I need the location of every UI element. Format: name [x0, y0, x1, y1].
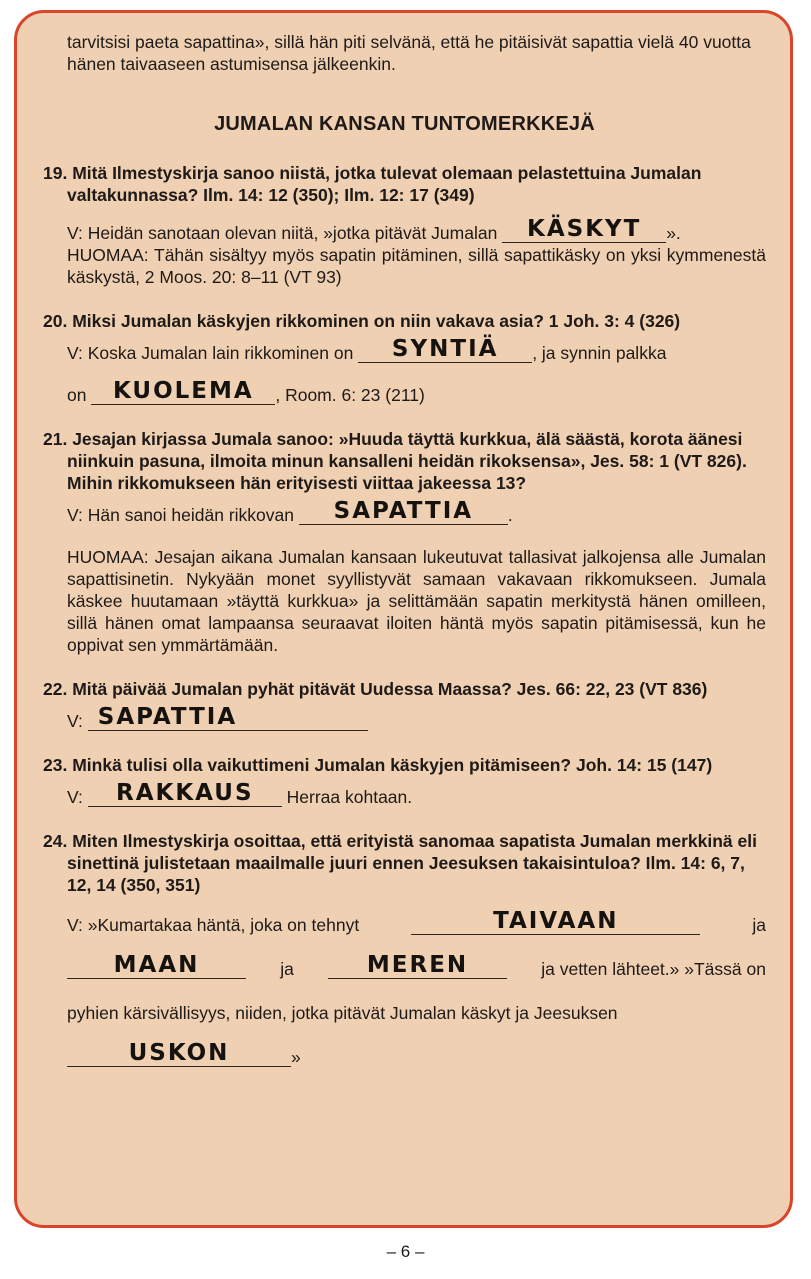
answer-blank[interactable]: [91, 378, 275, 405]
question-body: Miten Ilmestyskirja osoittaa, että erityistä sanomaa sapatista Jumalan merkkinä eli sinettinä julistetaan maailmalle juuri ennen Jeesuksen takaisintuloa? Ilm. 14: 6, 7, 12, 14 (350, 351): [67, 831, 757, 895]
answer-line: [67, 216, 766, 244]
question-body: Mitä Ilmestyskirja sanoo niistä, jotka tulevat olemaan pelastettuina Jumalan valtakunnassa? Ilm. 14: 12 (350); Ilm. 12: 17 (349): [67, 163, 702, 205]
answer-prefix: V:: [67, 787, 83, 807]
question-number: 24.: [43, 831, 68, 851]
handwritten-answer: RAKKAUS: [116, 780, 254, 806]
answer-suffix: , Room. 6: 23 (211): [275, 385, 425, 405]
question-text: [43, 754, 766, 776]
answer-line: [67, 780, 766, 808]
handwritten-answer: SYNTIÄ: [391, 336, 499, 362]
question-19: [43, 162, 766, 288]
intro-text: tarvitsisi paeta sapattina», sillä hän piti selvänä, että he pitäisivät sapattia vielä 40 vuotta hänen taivaaseen astumisensa jälkeenkin.: [67, 32, 751, 74]
question-23: [43, 754, 766, 808]
answer-blank[interactable]: [299, 498, 508, 525]
answer-suffix: .: [507, 505, 513, 525]
question-text: [43, 162, 766, 206]
question-body: Jesajan kirjassa Jumala sanoo: »Huuda täyttä kurkkua, älä säästä, korota äänesi niinkuin pasuna, ilmoita minun kansalleni heidän rikoksensa», Jes. 58: 1 (VT 826). Mihin rikkomukseen hän erityisesti viittaa jakeessa 13?: [67, 429, 747, 493]
answer-line: [67, 1002, 766, 1024]
answer-line: [67, 908, 766, 936]
answer-ja: ja: [752, 915, 766, 935]
question-text: [43, 678, 766, 700]
answer-suffix: ».: [666, 223, 681, 243]
answer-prefix: V: Koska Jumalan lain rikkominen on: [67, 343, 354, 363]
answer-suffix: »: [291, 1047, 301, 1067]
answer-blank[interactable]: [88, 780, 282, 807]
answer-prefix: V: Hän sanoi heidän rikkovan: [67, 505, 294, 525]
question-number: 22.: [43, 679, 68, 699]
note-text: HUOMAA: Tähän sisältyy myös sapatin pitäminen, sillä sapattikäsky on yksi kymmenestä käskystä, 2 Moos. 20: 8–11 (VT 93): [67, 245, 766, 287]
answer-suffix: Herraa kohtaan.: [286, 787, 413, 807]
answer-blank[interactable]: [328, 952, 507, 979]
question-text: [43, 428, 766, 494]
answer-blank[interactable]: [358, 336, 532, 363]
answer-on: on: [67, 385, 87, 405]
page-frame: [14, 10, 793, 1228]
answer-prefix: V: »Kumartakaa häntä, joka on tehnyt: [67, 915, 360, 935]
answer-line: [67, 952, 766, 980]
question-number: 20.: [43, 311, 68, 331]
handwritten-answer: TAIVAAN: [493, 908, 619, 934]
question-20: [43, 310, 766, 406]
answer-line: [67, 498, 766, 526]
answer-line: [67, 1040, 766, 1068]
answer-blank[interactable]: [67, 952, 246, 979]
answer-prefix: V: Heidän sanotaan olevan niitä, »jotka pitävät Jumalan: [67, 223, 498, 243]
answer-middle: , ja synnin palkka: [532, 343, 667, 363]
note-text: HUOMAA: Jesajan aikana Jumalan kansaan lukeutuvat tallasivat jalkojensa alle Jumalan sapattisinetin. Nykyään monet syyllistyvät samaan vakavaan rikkomukseen. Jumala käskee huutamaan »täyttä kurkkua» ja selittämään sapatin merkitystä hänen omilleen, sillä hänen omat lampaansa seuraavat iloiten häntä myös sapatin pitämisessä, kun he oppivat sen ymmärtämään.: [67, 547, 766, 655]
question-24: [43, 830, 766, 1068]
question-number: 19.: [43, 163, 68, 183]
question-body: Miksi Jumalan käskyjen rikkominen on niin vakava asia? 1 Joh. 3: 4 (326): [72, 311, 681, 331]
answer-middle: ja vetten lähteet.» »Tässä on: [541, 959, 766, 979]
question-text: [43, 830, 766, 896]
handwritten-answer: USKON: [128, 1040, 230, 1066]
answer-blank[interactable]: [502, 216, 666, 243]
handwritten-answer: MAAN: [113, 952, 200, 978]
handwritten-answer: KUOLEMA: [112, 378, 254, 404]
handwritten-answer: MEREN: [366, 952, 469, 978]
question-number: 21.: [43, 429, 68, 449]
answer-blank[interactable]: [67, 1040, 291, 1067]
answer-prefix: V:: [67, 711, 83, 731]
question-21: [43, 428, 766, 656]
question-body: Mitä päivää Jumalan pyhät pitävät Uudessa Maassa? Jes. 66: 22, 23 (VT 836): [72, 679, 708, 699]
handwritten-answer: KÄSKYT: [527, 216, 642, 242]
question-text: [43, 310, 766, 332]
answer-blank[interactable]: [411, 908, 700, 935]
answer-line: [67, 336, 766, 364]
answer-blank[interactable]: [88, 704, 368, 731]
question-22: [43, 678, 766, 732]
handwritten-answer: SAPATTIA: [97, 704, 238, 730]
answer-line: [67, 704, 766, 732]
answer-line3: pyhien kärsivällisyys, niiden, jotka pitävät Jumalan käskyt ja Jeesuksen: [67, 1003, 618, 1023]
question-body: Minkä tulisi olla vaikuttimeni Jumalan käskyjen pitämiseen? Joh. 14: 15 (147): [72, 755, 713, 775]
answer-line: [67, 378, 766, 406]
page-number: – 6 –: [386, 1242, 425, 1261]
handwritten-answer: SAPATTIA: [333, 498, 474, 524]
section-heading: JUMALAN KANSAN TUNTOMERKKEJÄ: [214, 113, 595, 135]
question-number: 23.: [43, 755, 68, 775]
answer-ja: ja: [280, 959, 294, 979]
